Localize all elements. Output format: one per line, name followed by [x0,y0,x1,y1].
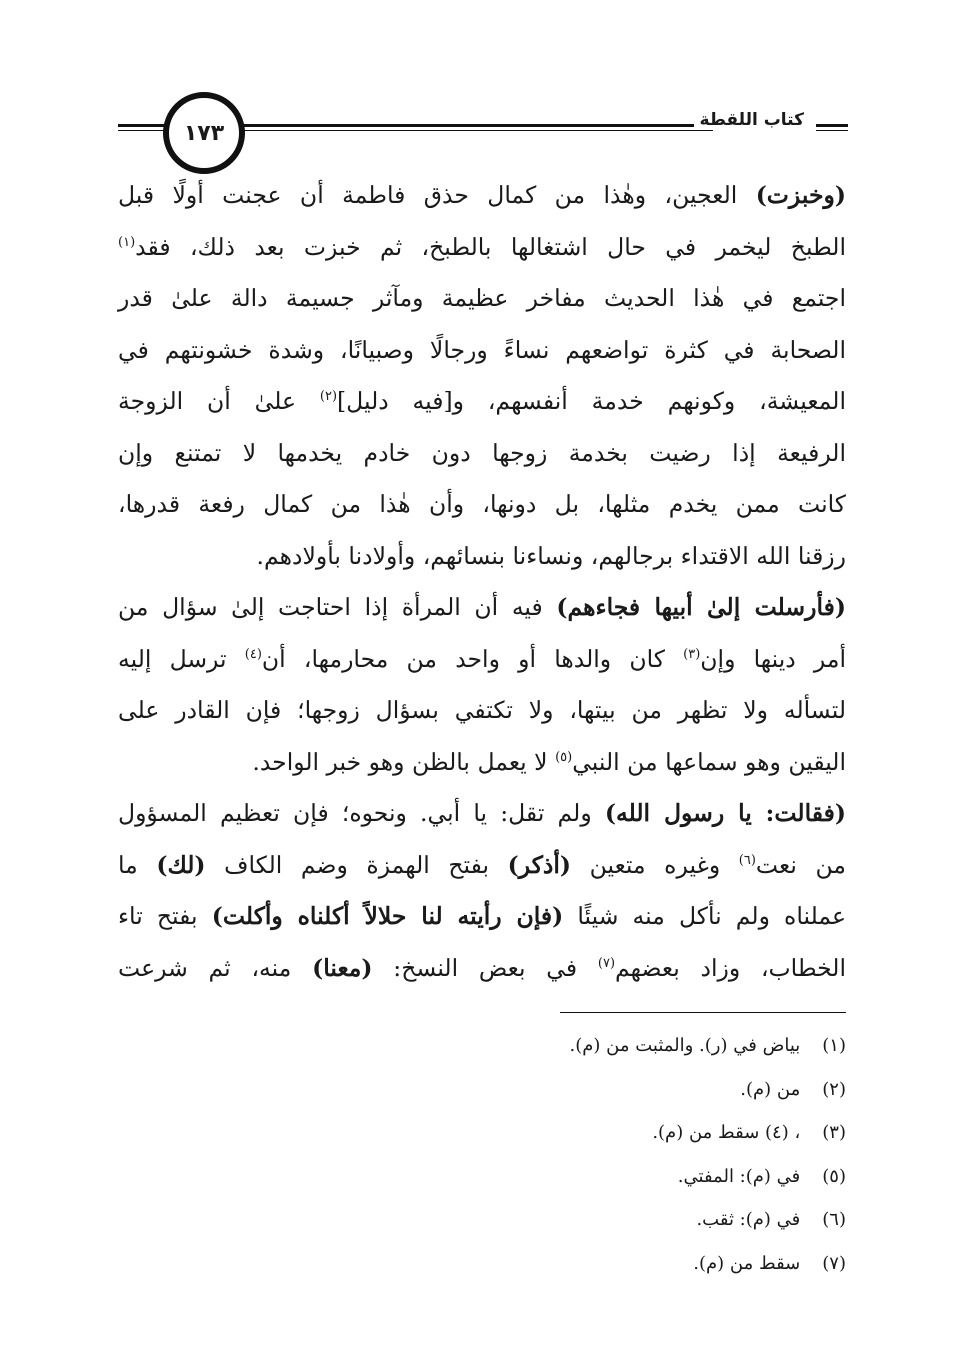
text-line [118,582,846,634]
footnote-ref: (٥) [555,749,573,765]
footnote-ref: (٢) [319,389,338,405]
footnote-number: (١) [822,1035,846,1056]
footnote-item [406,1242,846,1286]
footnote-ref: (٤) [244,646,262,662]
footnote-number: (٧) [822,1252,846,1274]
text-line [118,531,846,583]
text-segment: الرفيعة إذا رضيت بخدمة زوجها دون خادم يخدمها لا تمتنع وإن [118,438,846,467]
text-line [118,788,846,840]
commentary-lemma: (أذكر) [507,850,572,879]
footnote-number: (٢) [822,1078,846,1100]
text-segment: وغيره متعين [589,850,721,879]
text-segment: بفتح تاء [118,902,198,930]
text-segment: الخطاب، وزاد بعضهم [615,953,846,982]
text-segment: العجين، وهٰذا من كمال حذق فاطمة أن عجنت أولًا قبل [118,181,738,209]
text-segment: فيه أن المرأة إذا احتاجت إلىٰ سؤال من [118,593,543,621]
header-rule [816,130,848,131]
text-line [118,428,846,480]
text-segment: من نعت [755,850,846,879]
text-segment: لتسأله ولا تظهر من بيتها، ولا تكتفي بسؤال زوجها؛ فإن القادر على [118,696,846,724]
footnote-text: سقط من (م). [693,1252,801,1274]
text-segment: علىٰ أن الزوجة [118,387,297,415]
commentary-lemma: (فإن رأيته لنا حلالاً أكلناه وأكلت) [211,902,564,930]
footnote-separator [560,1012,846,1013]
book-title: كتاب اللقطة [694,110,810,130]
text-segment: ولم تقل: يا أبي. ونحوه؛ فإن تعظيم المسؤول [118,799,592,827]
footnote-item [406,1111,846,1155]
footnote-text: بياض في (ر). والمثبت من (م). [569,1035,801,1056]
commentary-lemma: (معنا) [312,953,373,982]
text-line [118,273,846,325]
text-segment: المعيشة، وكونهم خدمة أنفسهم، و[فيه دليل] [337,387,846,415]
footnote-text: في (م): المفتي. [677,1165,801,1187]
page-number: ١٧٣ [163,92,245,174]
footnote-number: (٣) [822,1122,846,1143]
text-segment: كان والدها أو واحد من محارمها، أن [261,644,665,673]
text-line [118,737,846,789]
commentary-lemma: (لك) [156,850,206,879]
text-line [118,891,846,943]
text-segment: اجتمع في هٰذا الحديث مفاخر عظيمة ومآثر جسيمة دالة علىٰ قدر [118,284,846,312]
text-line [118,170,846,222]
text-segment: الصحابة في كثرة تواضعهم نساءً ورجالًا وصبيانًا، وشدة خشونتهم في [118,335,846,364]
footnote-text: في (م): ثقب. [696,1209,801,1230]
footnote-ref: (٦) [738,852,756,868]
text-segment: عملناه ولم نأكل منه شيئًا [577,902,846,930]
main-text [118,170,846,992]
commentary-lemma: (فأرسلت إلىٰ أبيها فجاءهم) [556,593,846,621]
text-segment: في بعض النسخ: [393,953,578,982]
text-line [118,634,846,686]
footnote-item [406,1024,846,1068]
text-line [118,479,846,531]
text-segment: اليقين وهو سماعها من النبي [572,747,846,776]
text-line [118,943,846,995]
commentary-lemma: (وخبزت) [755,181,846,209]
text-line [118,376,846,428]
commentary-lemma: (فقالت: يا رسول الله) [604,799,846,827]
text-line [118,325,846,377]
text-segment: أمر دينها وإن [700,644,846,673]
text-line [118,685,846,737]
footnote-number: (٦) [822,1209,846,1230]
text-segment: بفتح الهمزة وضم الكاف [224,850,490,879]
footnotes [406,1024,846,1285]
text-segment: ما [118,850,138,879]
text-segment: كانت ممن يخدم مثلها، بل دونها، وأن هٰذا من كمال رفعة قدرها، [118,490,846,518]
text-segment: ترسل إليه [118,644,227,673]
text-line [118,840,846,892]
text-segment: رزقنا الله الاقتداء برجالهم، ونساءنا بنسائهم، وأولادنا بأولادهم. [256,541,846,570]
footnote-item [406,1068,846,1112]
footnote-ref: (١) [118,234,136,250]
footnote-item [406,1155,846,1199]
running-header [118,92,848,178]
text-line [118,222,846,274]
footnote-text: ، (٤) سقط من (م). [652,1122,801,1143]
text-segment: الطبخ ليخمر في حال اشتغالها بالطبخ، ثم خبزت بعد ذلك، فقد [135,232,846,261]
footnote-number: (٥) [822,1165,846,1187]
footnote-item [406,1198,846,1242]
text-segment: منه، ثم شرعت [118,953,292,982]
header-rule [228,124,713,127]
footnote-ref: (٣) [683,646,701,662]
header-rule [816,124,848,127]
footnote-ref: (٧) [597,955,616,971]
text-segment: لا يعمل بالظن وهو خبر الواحد. [252,747,548,776]
footnote-text: من (م). [740,1078,801,1100]
header-rule [228,130,713,131]
